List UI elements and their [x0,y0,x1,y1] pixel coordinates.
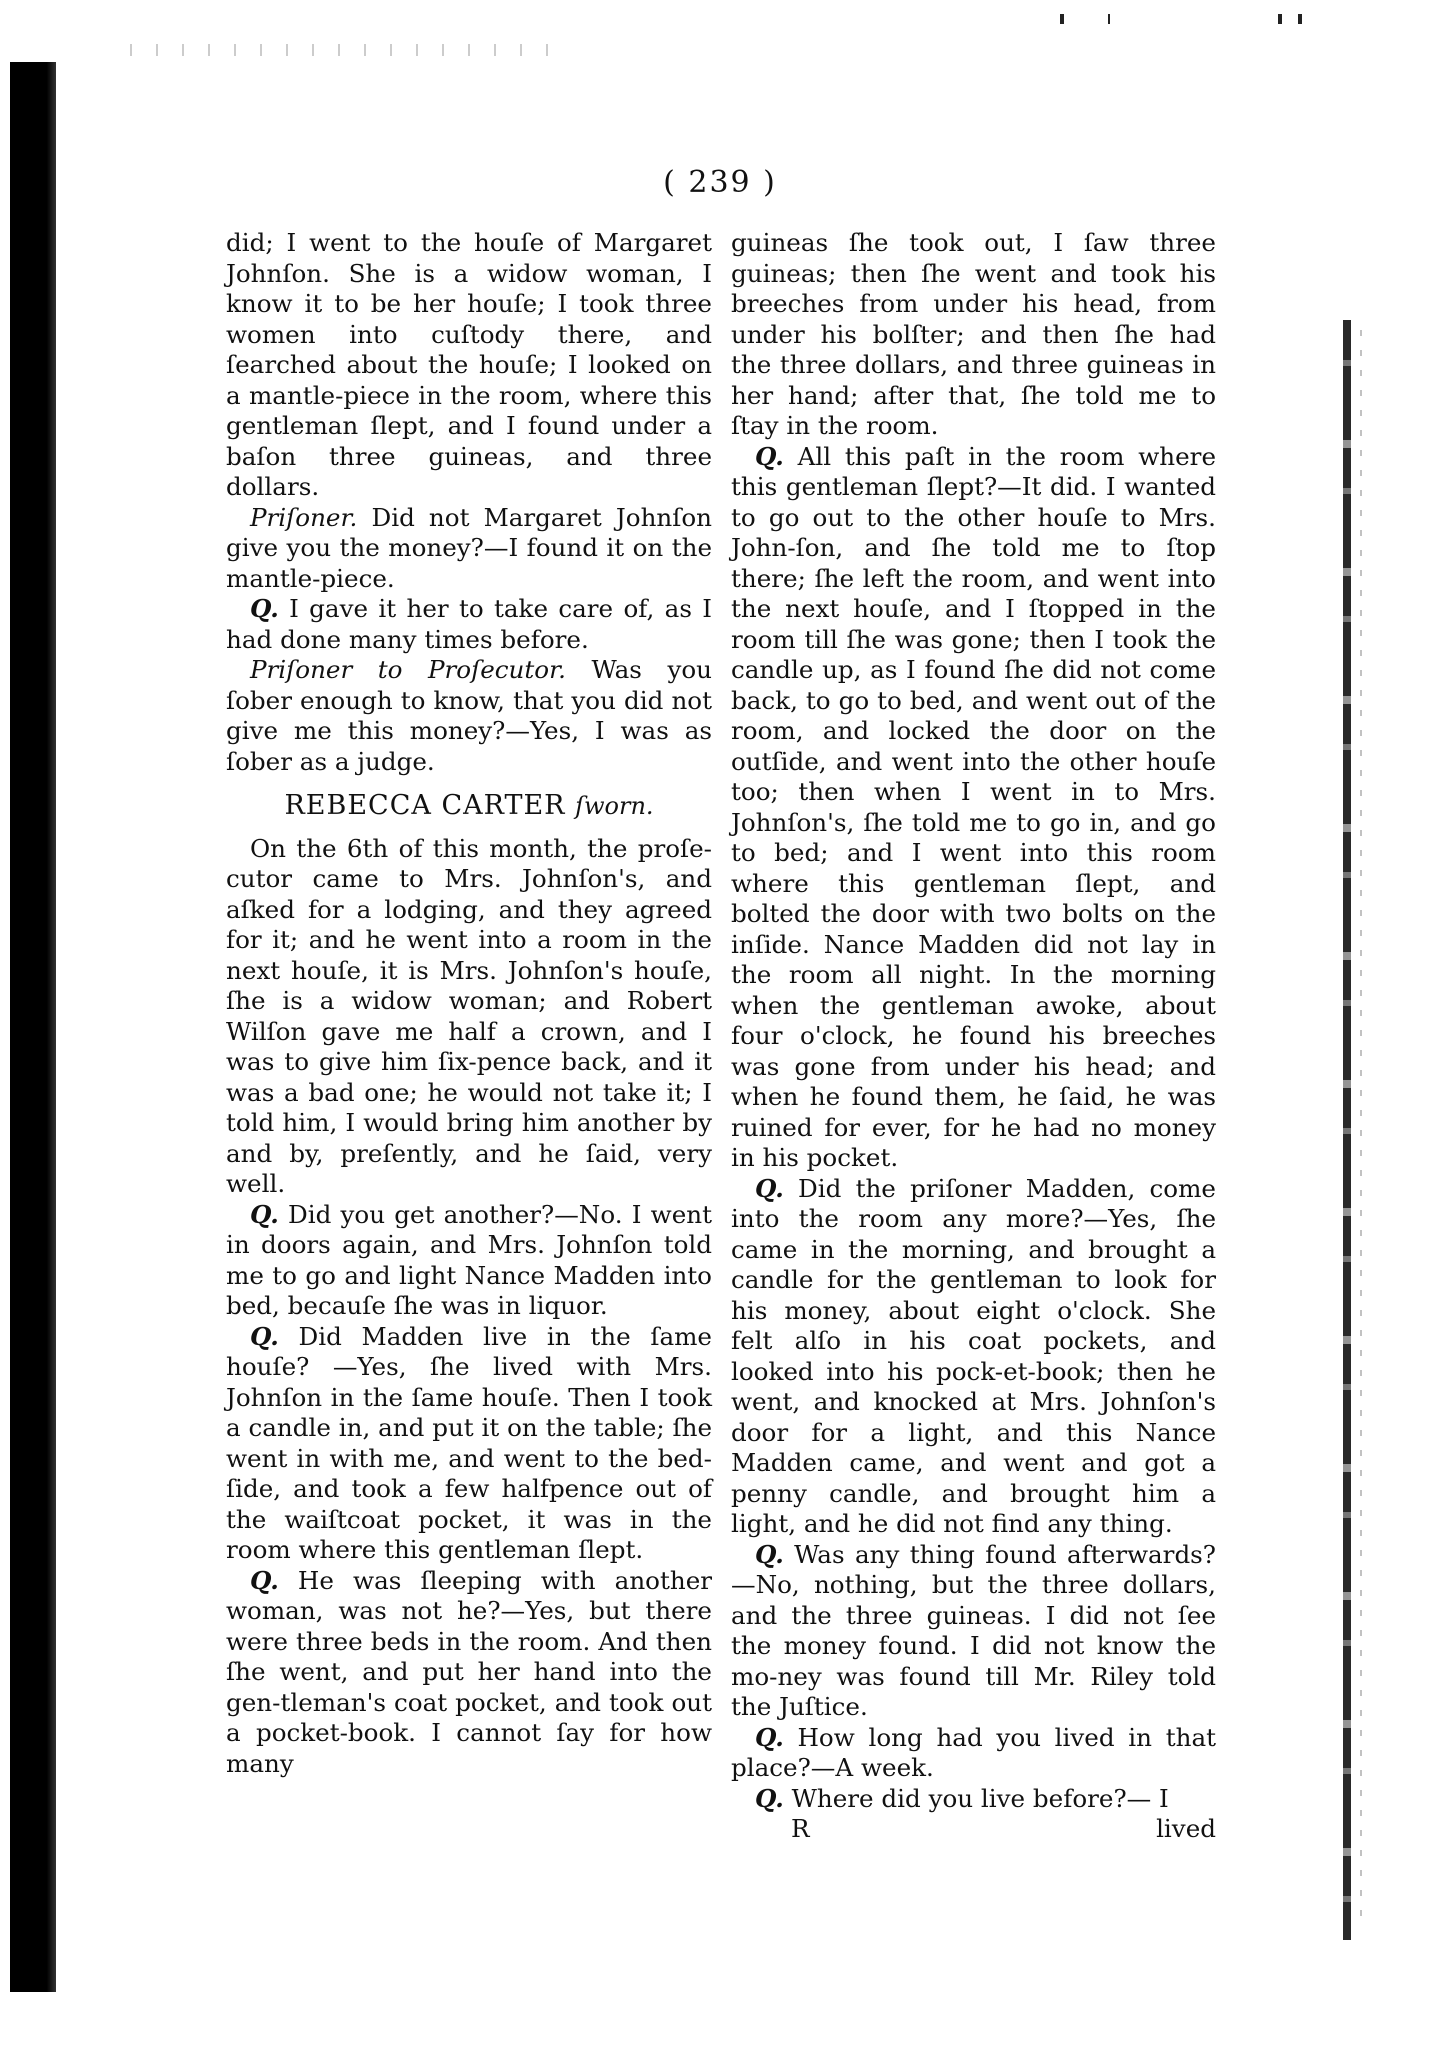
paragraph-text: I gave it her to take care of, as I had done many times before. [226,594,712,654]
sworn-label: ſworn. [575,792,654,820]
page-footer-line [731,1814,1216,1845]
paragraph [731,1784,1216,1815]
paragraph [226,1322,712,1566]
paragraph-text: Did Madden live in the ſame houſe? —Yes, ſhe lived with Mrs. Johnſon in the ſame houſe. Then I took a candle in, and put it on the table; ſhe went in with me, and went to the bed-ſide, and took a few halfpence out of the waiſtcoat pocket, it was in the room where this gentleman ſlept. [226,1321,712,1564]
paragraph [731,1174,1216,1540]
question-marker: Q. [755,1783,784,1813]
paragraph [226,1200,712,1322]
paragraph-text: Was any thing found afterwards? —No, nothing, but the three dollars, and the three guineas. I did not ſee the money found. I did not know the mo-ney was found till Mr. Riley told the Juſtice. [731,1539,1216,1721]
paragraph-text: He was ſleeping with another woman, was not he?—Yes, but there were three beds in the room. And then ſhe went, and put her hand into the gen-tleman's coat pocket, and took out a pocket-book. I cannot ſay for how many [226,1565,713,1778]
speaker-label: Priſoner to Proſecutor. [250,655,566,684]
paragraph-text: Was you ſober enough to know, that you did not give me this money?—Yes, I was as ſober as a judge. [226,655,712,776]
question-marker: Q. [250,1321,279,1351]
page-edge-shadow [1343,320,1351,1940]
paragraph-text: Did the priſoner Madden, come into the room any more?—Yes, ſhe came in the morning, and brought a candle for the gentleman to look for his money, about eight o'clock. She felt alſo in his coat pockets, and looked into his pock-et-book; then he went, and knocked at Mrs. Johnſon's door for a light, and this Nance Madden came, and went and got a penny candle, and brought him a light, and he did not find any thing. [731,1173,1216,1538]
question-marker: Q. [755,1173,784,1203]
scan-marks [1060,14,1360,24]
paragraph [731,442,1216,1174]
question-marker: Q. [755,1539,784,1569]
paragraph: guineas ſhe took out, I ſaw three guineas; then ſhe went and took his breeches from under his head, from under his bolſter; and then ſhe had the three dollars, and three guineas in her hand; after that, ſhe told me to ſtay in the room. [731,228,1216,440]
page-number: ( 239 ) [663,165,777,200]
signature-mark: R [791,1814,810,1843]
question-marker: Q. [250,1199,279,1229]
paragraph-text: How long had you lived in that place?—A week. [731,1722,1216,1782]
scan-dust [130,44,550,56]
binding-shadow [10,62,56,1992]
paragraph: On the 6th of this month, the proſe-cutor came to Mrs. Johnſon's, and aſked for a lodging, and they agreed for it; and he went into a room in the next houſe, it is Mrs. Johnſon's houſe, ſhe is a widow woman; and Robert Wilſon gave me half a crown, and I was to give him ſix-pence back, and it was a bad one; he would not take it; I told him, I would bring him another by and by, preſently, and he ſaid, very well. [226,833,712,1198]
paragraph [226,655,712,777]
paragraph-text: All this paſt in the room where this gentleman ſlept?—It did. I wanted to go out to the other houſe to Mrs. John-ſon, and ſhe told me to ſtop there; ſhe left the room, and went into the next houſe, and I ſtopped in the room till ſhe was gone; then I took the candle up, as I found ſhe did not come back, to go to bed, and went out of the room, and locked the door on the outſide, and went into the other houſe too; then when I went in to Mrs. Johnſon's, ſhe told me to go in, and go to bed; and I went into this room where this gentleman ſlept, and bolted the door with two bolts on the inſide. Nance Madden did not lay in the room all night. In the morning when the gentleman awoke, about four o'clock, he found his breeches was gone from under his head; and when he found them, he ſaid, he was ruined for ever, for he had no money in his pocket. [731,441,1216,1172]
witness-name: REBECCA CARTER [284,790,566,821]
question-marker: Q. [250,1565,279,1595]
question-marker: Q. [755,441,784,471]
paragraph [731,1723,1216,1784]
left-column [226,228,712,1779]
page-edge-noise [1360,330,1362,1930]
question-marker: Q. [250,594,279,623]
paragraph [731,1540,1216,1723]
paragraph [226,1566,712,1780]
question-marker: Q. [755,1722,784,1752]
speaker-label: Priſoner. [250,502,358,532]
catchword: lived [1156,1814,1216,1843]
paragraph [226,503,712,595]
paragraph [226,594,712,655]
right-column [731,228,1216,1845]
paragraph-text: Where did you live before?— I [791,1783,1169,1813]
witness-heading [226,791,712,822]
paragraph-text: Did you get another?—No. I went in doors again, and Mrs. Johnſon told me to go and light Nance Madden into bed, becauſe ſhe was in liquor. [226,1199,712,1320]
paragraph-text: Did not Margaret Johnſon give you the money?—I found it on the mantle-piece. [226,502,712,593]
paragraph: did; I went to the houſe of Margaret Johnſon. She is a widow woman, I know it to be her houſe; I took three women into cuſtody there, and ſearched about the houſe; I looked on a mantle-piece in the room, where this gentleman ſlept, and I found under a baſon three guineas, and three dollars. [226,228,712,501]
